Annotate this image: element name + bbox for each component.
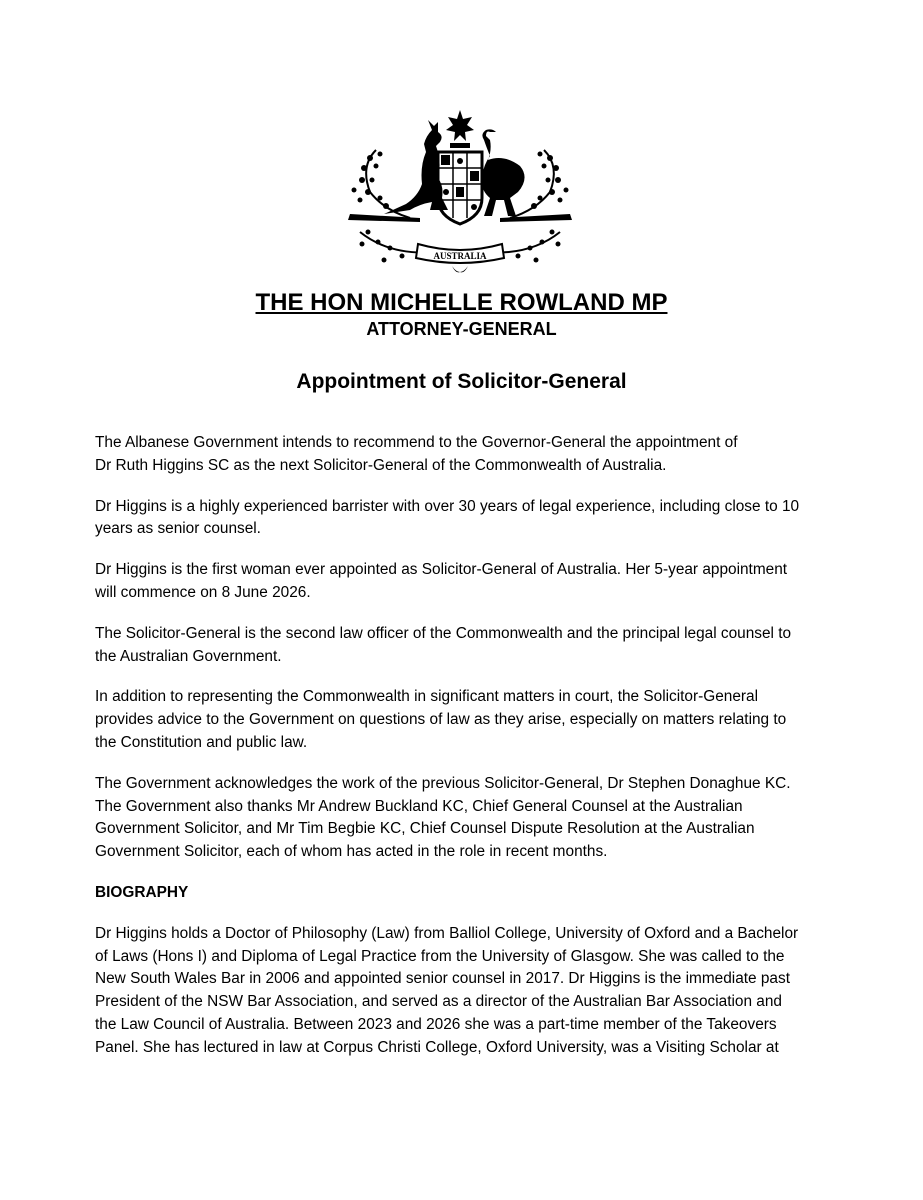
minister-office: ATTORNEY-GENERAL — [366, 319, 557, 339]
crest-scroll-text: AUSTRALIA — [433, 251, 487, 261]
paragraph: The Government acknowledges the work of the previous Solicitor-General, Dr Stephen Donaghue KC. The Government also thanks Mr Andrew Buckland KC, Chief General Counsel at the Australian Government Solicitor, and Mr Tim Begbie KC, Chief Counsel Dispute Resolution at the Australian Government Solicitor, each of whom has acted in the role in recent months. — [95, 774, 791, 861]
paragraph: The Albanese Government intends to recommend to the Governor-General the appointment of Dr Ruth Higgins SC as the next Solicitor-General of the Commonwealth of Australia. — [95, 434, 738, 474]
biography-heading: BIOGRAPHY — [95, 883, 189, 901]
paragraph: The Solicitor-General is the second law officer of the Commonwealth and the principal legal counsel to the Australian Government. — [95, 624, 792, 665]
commonwealth-star-icon — [446, 110, 474, 141]
paragraph: Dr Higgins is a highly experienced barrister with over 30 years of legal experience, including close to 10 years as senior counsel. — [95, 497, 800, 538]
emu-icon — [482, 129, 525, 216]
release-body — [95, 432, 840, 1078]
minister-name: THE HON MICHELLE ROWLAND MP — [255, 289, 668, 316]
kangaroo-icon — [384, 120, 448, 214]
coat-of-arms-crest — [340, 106, 580, 282]
paragraph: Dr Higgins holds a Doctor of Philosophy (Law) from Balliol College, University of Oxford and a Bachelor of Laws (Hons I) and Diploma of Legal Practice from the University of Glasgow. She was called to the New South Wales Bar in 2006 and appointed senior counsel in 2017. Dr Higgins is the immediate past President of the NSW Bar Association, and served as a director of the Australian Bar Association and the Law Council of Australia. Between 2023 and 2026 she was a part-time member of the Takeovers Panel. She has lectured in law at Corpus Christi College, Oxford University, was a Visiting Scholar at — [95, 924, 799, 1056]
paragraph: Dr Higgins is the first woman ever appointed as Solicitor-General of Australia. Her 5-year appointment will commence on 8 June 2026. — [95, 561, 788, 601]
release-title: Appointment of Solicitor-General — [296, 370, 627, 393]
shield-icon — [438, 152, 482, 224]
paragraph: In addition to representing the Commonwealth in significant matters in court, the Solicitor-General provides advice to the Government on questions of law as they arise, especially on matters relating to the Constitution and public law. — [95, 688, 787, 751]
